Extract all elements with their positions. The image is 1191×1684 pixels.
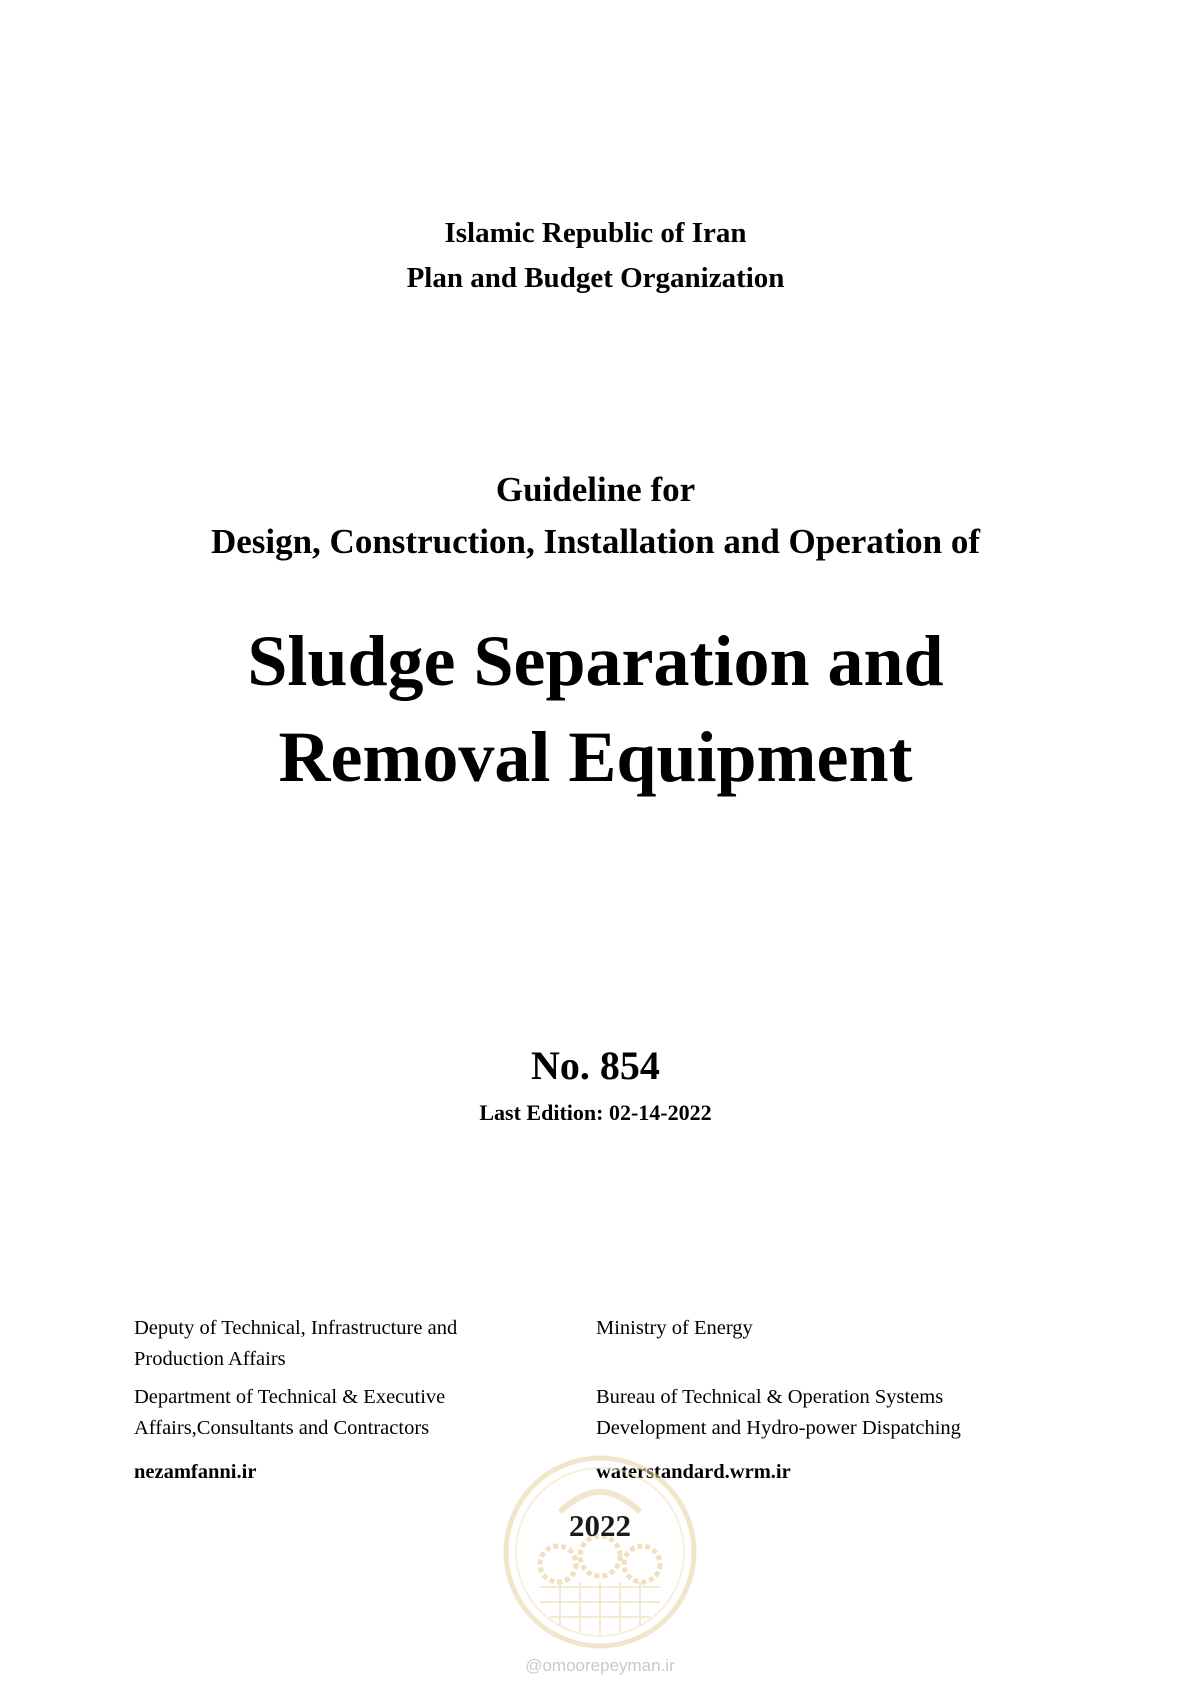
header-organization: Plan and Budget Organization — [406, 262, 785, 294]
publication-number: No. 854 — [531, 1043, 660, 1088]
right-paragraph-ministry — [596, 1313, 1066, 1375]
guideline-intro: Guideline for — [495, 470, 696, 509]
publication-edition: Last Edition: 02-14-2022 — [479, 1100, 712, 1125]
watermark-text: @omoorepeyman.ir — [525, 1656, 675, 1675]
document-title-line1: Sludge Separation and — [247, 621, 944, 701]
right-paragraph-bureau — [596, 1382, 1066, 1444]
left-paragraph-deputy — [134, 1313, 574, 1375]
right-para2-line2: Development and Hydro-power Dispatching — [596, 1417, 961, 1439]
left-para1-line2: Production Affairs — [134, 1348, 286, 1370]
right-website-link[interactable]: waterstandard.wrm.ir — [596, 1461, 791, 1483]
right-para2-line1: Bureau of Technical & Operation Systems — [596, 1386, 944, 1408]
left-para1-line1: Deputy of Technical, Infrastructure and — [134, 1317, 458, 1339]
watermark-seal-icon — [500, 1452, 700, 1652]
left-website-link[interactable]: nezamfanni.ir — [134, 1461, 257, 1483]
document-title-line2: Removal Equipment — [278, 717, 913, 797]
left-para2-line1: Department of Technical & Executive — [134, 1386, 446, 1408]
guideline-scope: Design, Construction, Installation and Operation of — [210, 522, 981, 561]
right-para1-spacer — [596, 1344, 1066, 1375]
right-para1-line1: Ministry of Energy — [596, 1317, 753, 1339]
left-paragraph-department — [134, 1382, 574, 1444]
header-country: Islamic Republic of Iran — [444, 217, 747, 249]
left-para2-line2: Affairs,Consultants and Contractors — [134, 1417, 430, 1439]
publication-year: 2022 — [569, 1508, 631, 1543]
